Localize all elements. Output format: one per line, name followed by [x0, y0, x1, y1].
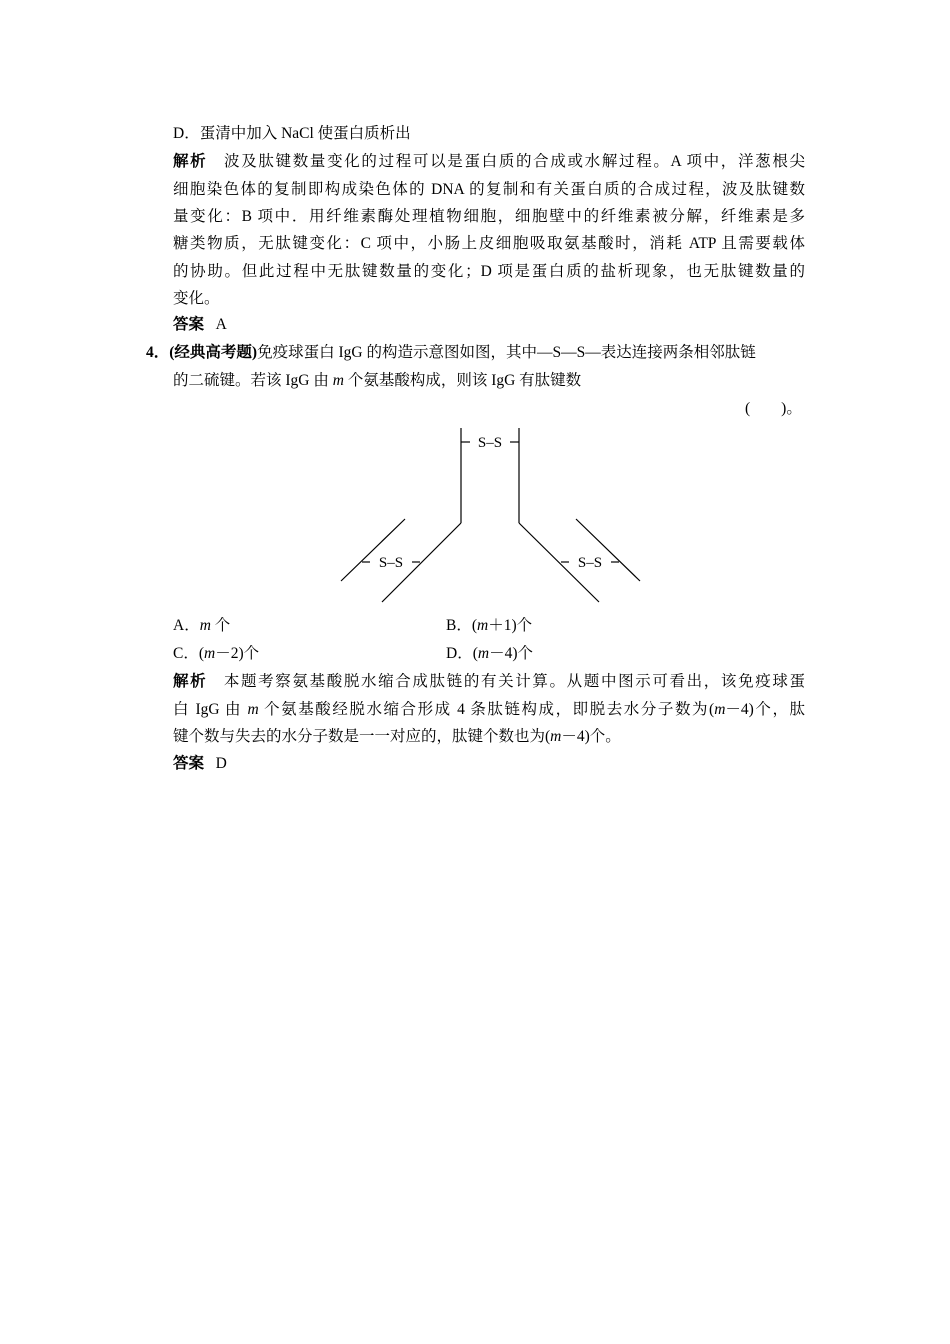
answer-label: 答案	[173, 316, 205, 333]
answer-value: A	[215, 316, 227, 333]
option-text: (	[471, 617, 478, 634]
option-b	[446, 616, 532, 636]
option-text: ＋1)个	[488, 617, 533, 634]
analysis-text: －4)个。	[561, 728, 621, 745]
analysis-label: 解析	[173, 673, 208, 690]
option-text: (	[198, 645, 205, 662]
option-c	[173, 644, 259, 664]
option-text: 个	[210, 617, 231, 634]
q4-answer-row	[173, 754, 227, 774]
option-letter: C．	[173, 645, 199, 662]
analysis-text: －4)个，肽	[725, 701, 805, 718]
answer-label: 答案	[173, 755, 205, 772]
option-text: －4)个	[489, 645, 533, 662]
q4-analysis-line-2	[173, 700, 805, 720]
question-stem: 免疫球蛋白 IgG 的构造示意图如图，其中—S—S—表达连接两条相邻肽链	[257, 344, 756, 361]
analysis-text: 本题考察氨基酸脱水缩合成肽链的有关计算。从题中图示可看出，该免疫球蛋	[223, 673, 805, 690]
option-text: －2)个	[215, 645, 260, 662]
analysis-line-4: 糖类物质，无肽键变化：C 项中，小肠上皮细胞吸取氨基酸时，消耗 ATP 且需要载体	[173, 235, 805, 252]
analysis-label: 解析	[173, 153, 208, 170]
answer-bracket: ( )。	[745, 400, 802, 417]
option-letter: D．	[446, 645, 473, 662]
variable-m: m	[714, 701, 726, 718]
analysis-line-5: 的协助。但此过程中无肽键数量的变化；D 项是蛋白质的盐析现象，也无肽键数量的	[173, 263, 805, 280]
variable-m: m	[550, 728, 562, 745]
stem-text: 的二硫键。若该 IgG 由	[173, 372, 333, 389]
variable-m: m	[332, 372, 344, 389]
analysis-line-3: 量变化：B 项中．用纤维素酶处理植物细胞，细胞壁中的纤维素被分解，纤维素是多	[173, 208, 805, 225]
variable-m: m	[477, 645, 490, 662]
variable-m: m	[477, 617, 489, 634]
stem-text: 个氨基酸构成，则该 IgG 有肽键数	[343, 372, 582, 389]
variable-m: m	[204, 645, 216, 662]
option-letter: A．	[173, 617, 200, 634]
answer-value: D	[215, 755, 227, 772]
option-a	[173, 616, 230, 636]
variable-m: m	[199, 617, 211, 634]
option-letter: B．	[446, 617, 472, 634]
variable-m: m	[247, 701, 259, 718]
option-text: (	[472, 645, 478, 662]
option-d: D．蛋清中加入 NaCl 使蛋白质析出	[173, 125, 411, 142]
analysis-line-2: 细胞染色体的复制即构成染色体的 DNA 的复制和有关蛋白质的合成过程，波及肽键数	[173, 181, 805, 198]
disulfide-top-label: S–S	[477, 435, 503, 451]
light-chain-right	[576, 519, 640, 581]
analysis-text: 波及肽键数量变化的过程可以是蛋白质的合成或水解过程。A 项中，洋葱根尖	[224, 153, 805, 170]
analysis-text: 键个数与失去的水分子数是一一对应的，肽键个数也为(	[173, 728, 551, 745]
question-source: (经典高考题)	[169, 344, 258, 361]
light-chain-left	[341, 519, 405, 581]
option-d-q4	[446, 644, 533, 664]
disulfide-left-label: S–S	[378, 555, 404, 571]
q4-analysis-line-3	[173, 727, 621, 747]
analysis-text: 白 IgG 由	[173, 701, 248, 718]
analysis-line-6: 变化。	[173, 290, 220, 307]
question-number: 4．	[146, 344, 170, 361]
disulfide-right-label: S–S	[577, 555, 603, 571]
analysis-text: 个氨基酸经脱水缩合形成 4 条肽链构成，即脱去水分子数为(	[258, 701, 715, 718]
q4-analysis-line-1	[173, 672, 805, 692]
